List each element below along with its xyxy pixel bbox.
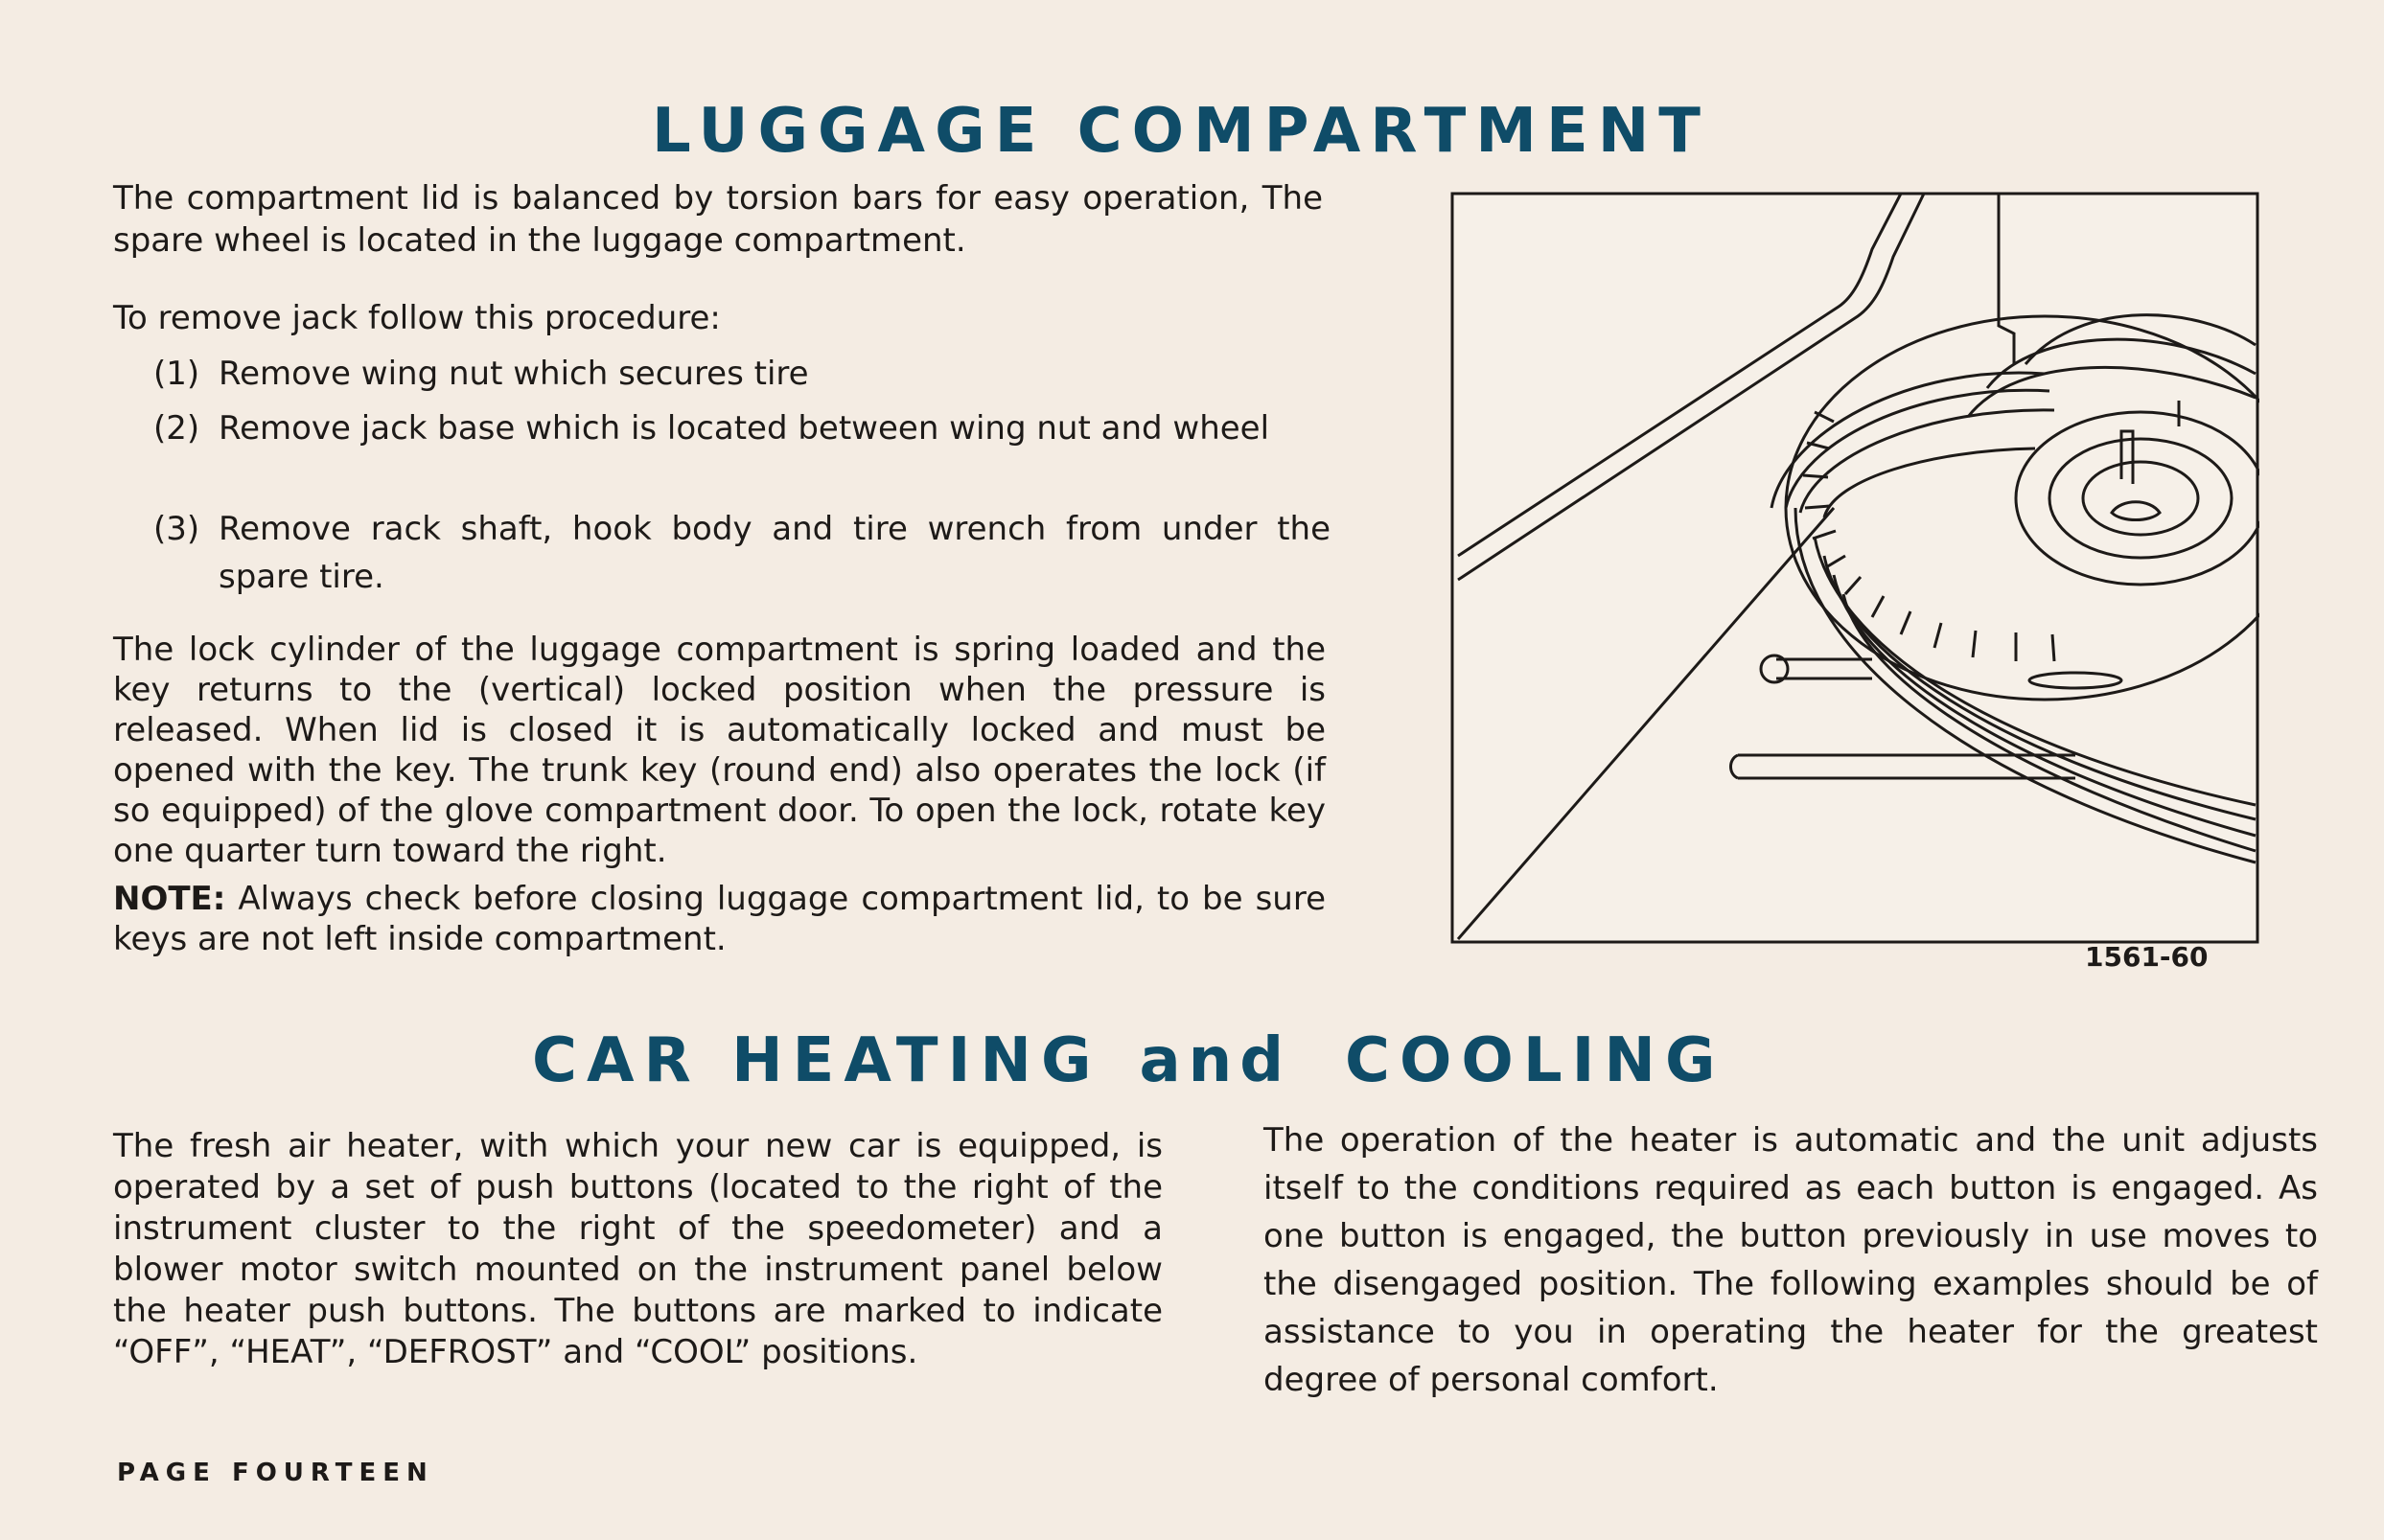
- lock-cylinder-paragraph: The lock cylinder of the luggage compartment is spring loaded and the key returns to the (vertical) locked position when the pressure is released. When lid is closed it is automatically locked and must be opened with the key. The trunk key (round end) also operates the lock (if so equipped) of the glove compartment door. To open the lock, rotate key one quarter turn toward the right.: [113, 631, 1326, 870]
- luggage-compartment-title: LUGGAGE COMPARTMENT: [652, 96, 1710, 167]
- step-text: Remove wing nut which secures tire: [219, 355, 809, 393]
- step-number: (2): [153, 409, 200, 448]
- figure-label: 1561-60: [2085, 941, 2209, 973]
- heating-cooling-title: [532, 1025, 1725, 1096]
- step-text: Remove jack base which is located between wing nut and wheel: [219, 409, 1270, 448]
- heater-left-paragraph: The fresh air heater, with which your new car is equipped, is operated by a set of push buttons (located to the right of the instrument cluster to the right of the speedometer) and a blower motor switch mounted on the instrument panel below the heater push buttons. The buttons are marked to indicate “OFF”, “HEAT”, “DEFROST” and “COOL” positions.: [113, 1127, 1163, 1371]
- procedure-intro: To remove jack follow this procedure:: [113, 299, 721, 337]
- step-number: (1): [153, 355, 200, 393]
- step-text: Remove rack shaft, hook body and tire wrench from under the spare tire.: [219, 510, 1331, 596]
- step-number: (3): [153, 510, 200, 548]
- luggage-intro-paragraph: The compartment lid is balanced by torsion bars for easy operation, The spare wheel is located in the luggage compartment.: [113, 179, 1323, 260]
- note-label: NOTE:: [113, 880, 226, 918]
- spare-tire-illustration: [1450, 192, 2259, 944]
- page-number-footer: PAGE FOURTEEN: [117, 1459, 434, 1487]
- note-text: Always check before closing luggage compartment lid, to be sure keys are not left inside compartment.: [113, 880, 1326, 958]
- note-paragraph: [113, 879, 1326, 959]
- heading-part-cooling: COOLING: [1345, 1025, 1725, 1096]
- heading-part-car-heating: CAR HEATING: [532, 1025, 1101, 1096]
- heater-right-paragraph: The operation of the heater is automatic and the unit adjusts itself to the conditions required as each button is engaged. As one button is engaged, the button previously in use moves to the disengaged position. The following examples should be of assistance to you in operating the heater for the greatest degree of personal comfort.: [1263, 1121, 2318, 1399]
- heading-and: and: [1139, 1025, 1292, 1096]
